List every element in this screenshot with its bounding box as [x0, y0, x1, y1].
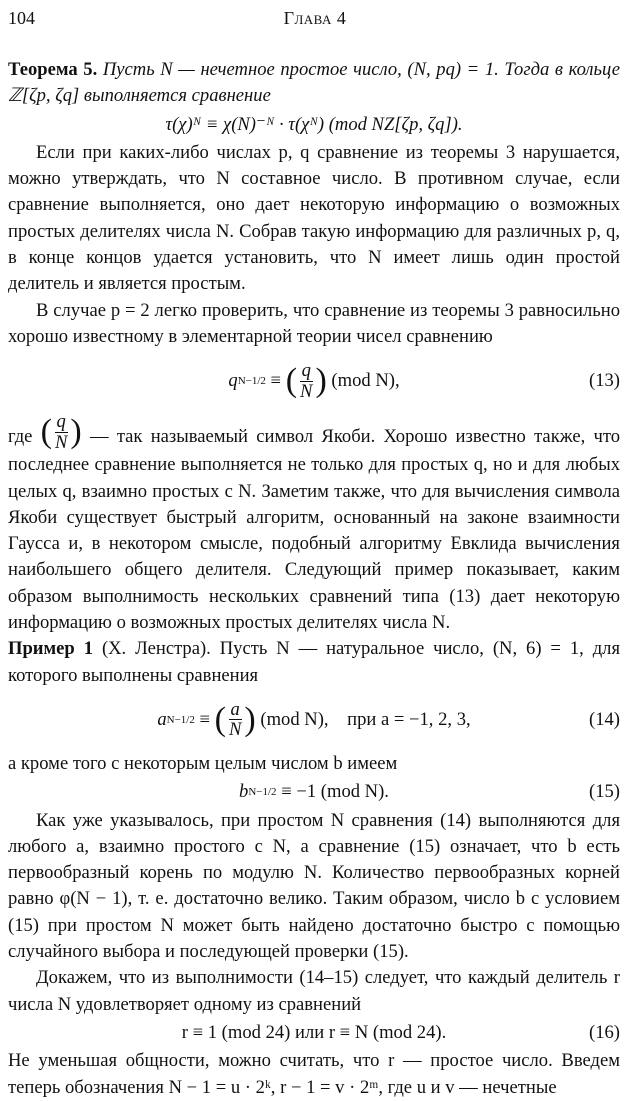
paragraph-2: В случае p = 2 легко проверить, что сравнение из теоремы 3 равносильно хорошо известному в элементарной теории чисел сравнению: [8, 299, 620, 347]
equation-16: [8, 1020, 620, 1046]
eq14-rest: (mod N),: [260, 708, 329, 730]
example-label: Пример 1: [8, 638, 93, 660]
eq13-base: q: [228, 370, 238, 392]
jacobi-lead: где: [8, 426, 33, 448]
example-1: [8, 636, 620, 689]
eq14-exponent: N−1/2: [166, 713, 195, 726]
paragraph-4: Докажем, что из выполнимости (14–15) следует, что каждый делитель r числа N удовлетворяет одному из сравнений: [8, 967, 620, 1015]
jacobi-text: — так называемый символ Якоби. Хорошо известно также, что последнее сравнение выполняется не только для простых q, но и для любых целых q, взаимно простых с N. Заметим также, что для вычисления символа Якоби существует быстрый алгоритм, основанный на законе взаимности Гаусса и, в некотором смысле, подобный алгоритму Евклида вычисления наибольшего общего делителя. Следующий пример показывает, каким образом выполнимость нескольких сравнений типа (13) дает некоторую информацию о возможных простых делителях числа N.: [8, 426, 620, 634]
eq14-jacobi-symbol: ( $\frac{a}{N}$ ): [214, 698, 256, 741]
eq13-frac-den: N: [300, 380, 313, 402]
eq13-frac-num: q: [301, 360, 311, 382]
eq14-condition: при a = −1, 2, 3,: [347, 708, 471, 730]
eq14-base: a: [157, 708, 167, 730]
equation-15: [8, 779, 620, 805]
eq16-number: (16): [589, 1021, 620, 1043]
eq16-formula: r ≡ 1 (mod 24) или r ≡ N (mod 24).: [181, 1021, 447, 1043]
eq14-frac-den: N: [228, 719, 242, 741]
eq15-number: (15): [589, 781, 620, 803]
eq15-base: b: [239, 781, 249, 803]
theorem-formula: τ(χ)ᴺ ≡ χ(N)⁻ᴺ · τ(χᴺ) (mod NZ[ζp, ζq]).: [165, 113, 463, 135]
page-header: [8, 8, 622, 32]
theorem-statement: Пусть N — нечетное простое число, (N, pq) = 1. Тогда в кольце ℤ[ζp, ζq] выполняется сравнение: [8, 59, 621, 107]
jacobi-symbol: ( $\frac{q}{N}$ ): [40, 411, 82, 453]
equation-13: q N−1/2 ≡ ( $\frac{q}{N}$ ) (mod N), (13): [228, 360, 620, 402]
text-before-15: а кроме того с некоторым целым числом b имеем: [8, 752, 398, 774]
eq13-jacobi-symbol: ( $\frac{q}{N}$ ): [285, 360, 327, 402]
theorem-5: [8, 57, 620, 110]
eq13-number: (13): [589, 370, 620, 392]
example-text: (Х. Ленстра). Пусть N — натуральное число, (N, 6) = 1, для которого выполнены сравнения: [8, 638, 620, 686]
eq14-number: (14): [589, 708, 620, 730]
page-number: 104: [8, 8, 35, 28]
paragraph-1: Если при каких-либо числах p, q сравнение из теоремы 3 нарушается, можно утверждать, что N составное число. В противном случае, если сравнение выполняется, оно дает некоторую информацию о возможных простых делителях числа N. Собрав такую информацию для различных p, q, в конце концов удается установить, что N имеет лишь один простой делитель и является простым.: [8, 141, 620, 295]
jacobi-paragraph: [8, 412, 620, 636]
jacobi-frac-num: q: [56, 411, 66, 433]
eq15-rest: ≡ −1 (mod N).: [281, 781, 389, 803]
eq13-exponent: N−1/2: [237, 375, 266, 388]
eq14-frac-num: a: [230, 698, 240, 720]
equation-14: a N−1/2 ≡ ( $\frac{a}{N}$ ) (mod N), при a = −1, 2, 3, (14): [157, 698, 620, 741]
theorem-formula-line: [8, 112, 620, 138]
theorem-label: Теорема 5.: [8, 59, 98, 80]
paragraph-5: Не уменьшая общности, можно считать, что r — простое число. Введем теперь обозначения N − 1 = u · 2ᵏ, r − 1 = v · 2ᵐ, где u и v — нечетные: [8, 1050, 620, 1098]
paragraph-3: Как уже указывалось, при простом N сравнения (14) выполняются для любого a, взаимно простого с N, а сравнение (15) означает, что b есть первообразный корень по модулю N. Количество первообразных корней равно φ(N − 1), т. е. достаточно велико. Таким образом, число b с условием (15) при простом N может быть найдено достаточно быстро с помощью случайного выбора и последующей проверки (15).: [8, 809, 620, 963]
eq15-exponent: N−1/2: [248, 786, 277, 799]
page-body: [8, 57, 620, 1101]
jacobi-frac-den: N: [55, 431, 68, 453]
chapter-title: Глава 4: [283, 8, 347, 28]
eq13-rest: (mod N),: [331, 370, 400, 392]
